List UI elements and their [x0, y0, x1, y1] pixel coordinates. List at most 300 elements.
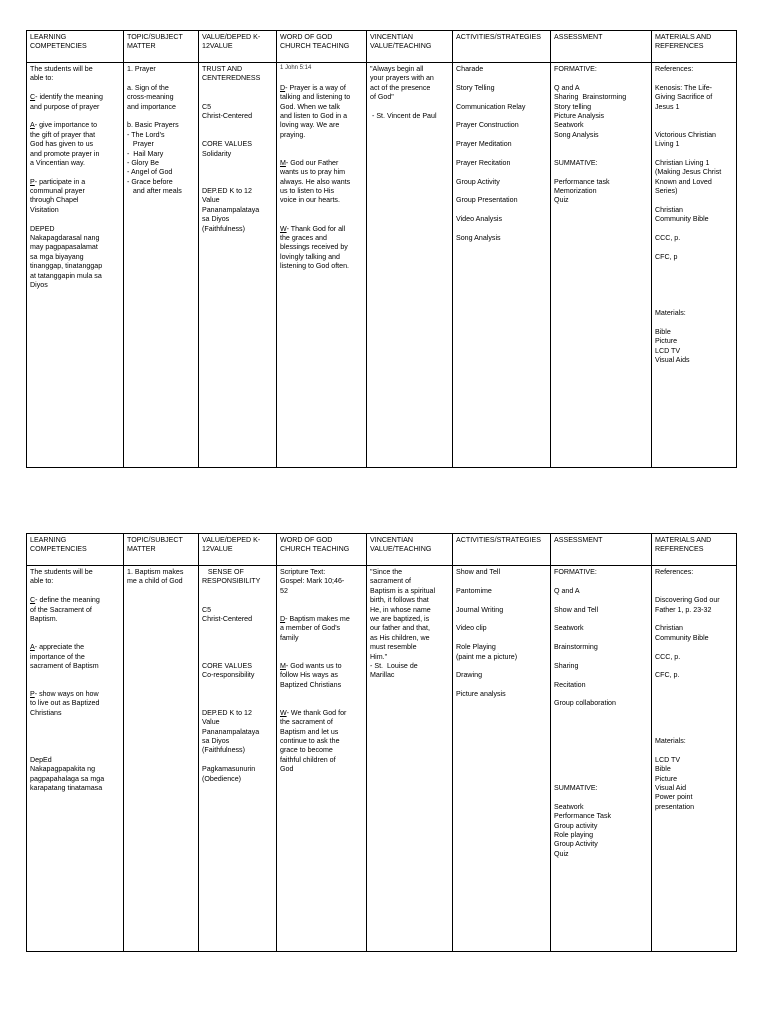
cell-line [202, 728, 273, 737]
line-text: (Obedience) [202, 774, 242, 783]
cell-line [127, 131, 195, 140]
line-text: Recitation [554, 680, 586, 689]
cell-line [554, 84, 648, 93]
cell-line [655, 784, 733, 793]
line-text: CFC, p. [655, 671, 680, 680]
cell-line [370, 653, 449, 662]
line-text: Materials: [655, 737, 686, 746]
header-value: VALUE/DEPED K-12VALUE [199, 31, 277, 63]
line-text: sa Diyos [202, 737, 230, 746]
line-text: able to: [30, 577, 54, 586]
line-text: to live out as Baptized [30, 699, 100, 708]
cell-line [202, 643, 273, 652]
cell-line [30, 206, 120, 215]
cell-line [30, 84, 120, 93]
cell-line [655, 624, 733, 633]
line-text: Diyos [30, 280, 48, 289]
cell-line [30, 634, 120, 643]
line-text: Baptized Christians [280, 680, 342, 689]
line-text: Memorization [554, 187, 597, 196]
line-text: we are baptized, is [370, 614, 430, 623]
line-text: Value [202, 718, 220, 727]
cell-line [202, 178, 273, 187]
line-text: Picture [655, 337, 678, 346]
cell-line [30, 728, 120, 737]
cell-line [655, 662, 733, 671]
cell-line [30, 681, 120, 690]
cell-line [127, 168, 195, 177]
line-text: Pananampalataya [202, 727, 260, 736]
cell-line [202, 206, 273, 215]
cell-word-of-god [277, 63, 367, 468]
cell-line [127, 65, 195, 74]
cell-line [280, 681, 363, 690]
cell-line [655, 671, 733, 680]
line-text: Song Analysis [554, 130, 599, 139]
line-text: God has given to us [30, 140, 94, 149]
cell-line [554, 822, 648, 831]
line-text: and listen to God in a [280, 111, 348, 120]
cell-line [554, 103, 648, 112]
cell-line [554, 93, 648, 102]
cell-line [554, 690, 648, 699]
domain-key-letter: D [280, 83, 286, 92]
cell-line [280, 746, 363, 755]
line-text: lovingly talking and [280, 252, 340, 261]
line-text: - give importance to [34, 121, 98, 130]
cell-line [554, 737, 648, 746]
cell-line [655, 568, 733, 577]
cell-line [554, 74, 648, 83]
cell-line [456, 606, 547, 615]
cell-line [456, 121, 547, 130]
cell-line [30, 253, 120, 262]
line-text: Show and Tell [554, 605, 599, 614]
cell-line [280, 262, 363, 271]
cell-line [280, 596, 363, 605]
line-text: - Thank God for all [286, 224, 346, 233]
cell-line [655, 300, 733, 309]
line-text: Picture [655, 774, 678, 783]
cell-line [554, 775, 648, 784]
cell-materials [652, 566, 737, 952]
cell-line [202, 718, 273, 727]
cell-line [655, 93, 733, 102]
domain-key-letter: P [30, 690, 35, 699]
line-text: Quiz [554, 849, 569, 858]
line-text: wants us to pray him [280, 168, 346, 177]
cell-line [456, 131, 547, 140]
line-text: Visual Aid [655, 783, 687, 792]
line-text: family [280, 633, 299, 642]
header-word-of-god: WORD OF GOD CHURCH TEACHING [277, 534, 367, 566]
cell-line [202, 74, 273, 83]
line-text: Nakapagdarasal nang [30, 234, 100, 243]
line-text: - God our Father [285, 158, 339, 167]
line-text: of the Sacrament of [30, 605, 92, 614]
cell-line [280, 756, 363, 765]
line-text: and after meals [127, 187, 182, 196]
cell-line [370, 615, 449, 624]
cell-line [554, 140, 648, 149]
cell-line [202, 587, 273, 596]
domain-key-letter: M [280, 661, 286, 670]
line-text: Gospel: Mark 10;46- [280, 577, 345, 586]
cell-materials [652, 63, 737, 468]
cell-line [655, 596, 733, 605]
cell-line [202, 84, 273, 93]
line-text: TRUST AND [202, 65, 243, 73]
cell-assessment [551, 63, 652, 468]
cell-line [370, 587, 449, 596]
line-text: (Faithfulness) [202, 224, 245, 233]
cell-line [554, 187, 648, 196]
cell-line [655, 775, 733, 784]
line-text: - Baptism makes me [285, 614, 350, 623]
cell-line [655, 793, 733, 802]
line-text: Series) [655, 187, 678, 196]
cell-line [202, 121, 273, 130]
cell-line [202, 577, 273, 586]
cell-line [554, 196, 648, 205]
cell-line [280, 178, 363, 187]
header-assessment: ASSESSMENT [551, 31, 652, 63]
line-text: importance of the [30, 652, 85, 661]
line-text: Seatwork [554, 802, 584, 811]
line-text: 52 [280, 586, 288, 595]
header-vincentian: VINCENTIAN VALUE/TEACHING [367, 534, 453, 566]
line-text: Kenosis: The Life- [655, 83, 713, 92]
cell-line [655, 234, 733, 243]
line-text: as His children, we [370, 633, 430, 642]
line-text: a member of God's [280, 624, 341, 633]
cell-line [30, 699, 120, 708]
cell-line [456, 103, 547, 112]
cell-line [655, 737, 733, 746]
line-text: the sacrament of [280, 718, 333, 727]
cell-line [202, 606, 273, 615]
cell-line [202, 568, 273, 577]
cell-line [655, 243, 733, 252]
cell-line [655, 103, 733, 112]
cell-line [280, 206, 363, 215]
line-text: Prayer Recitation [456, 158, 511, 167]
line-text: Sharing [554, 661, 579, 670]
cell-line [554, 812, 648, 821]
line-text: "Always begin all [370, 65, 424, 73]
cell-line [30, 168, 120, 177]
line-text: faithful children of [280, 755, 336, 764]
line-text: Living 1 [655, 140, 680, 149]
line-text: sacrament of Baptism [30, 661, 99, 670]
line-text: Video clip [456, 624, 487, 633]
line-text: communal prayer [30, 187, 85, 196]
line-text: LCD TV [655, 755, 681, 764]
line-text: The students will be [30, 65, 93, 73]
domain-key-letter: C [30, 596, 36, 605]
line-text: listening to God often. [280, 262, 350, 271]
cell-line [456, 634, 547, 643]
cell-line [554, 803, 648, 812]
cell-line [655, 347, 733, 356]
line-text: Sharing Brainstorming [554, 93, 627, 102]
line-text: - participate in a [34, 177, 86, 186]
line-text: Role playing [554, 830, 594, 839]
line-text: (paint me a picture) [456, 652, 518, 661]
line-text: sacrament of [370, 577, 412, 586]
cell-line [30, 624, 120, 633]
cell-line [30, 150, 120, 159]
line-text: Drawing [456, 671, 483, 680]
cell-line [127, 187, 195, 196]
cell-line [370, 624, 449, 633]
cell-line [202, 756, 273, 765]
cell-line [554, 606, 648, 615]
cell-line [280, 168, 363, 177]
cell-line [655, 215, 733, 224]
cell-line [202, 140, 273, 149]
cell-line [655, 225, 733, 234]
cell-line [456, 643, 547, 652]
cell-line [202, 681, 273, 690]
header-materials: MATERIALS AND REFERENCES [652, 534, 737, 566]
cell-line [202, 112, 273, 121]
line-text: FORMATIVE: [554, 568, 597, 576]
line-text: through Chapel [30, 196, 79, 205]
line-text: Prayer Construction [456, 121, 519, 130]
line-text: FORMATIVE: [554, 65, 597, 73]
line-text: able to: [30, 74, 54, 83]
line-text: - St. Vincent de Paul [370, 111, 437, 120]
line-text: (Making Jesus Christ [655, 168, 722, 177]
domain-key-letter: W [280, 708, 287, 717]
cell-line [202, 131, 273, 140]
line-text: CCC, p. [655, 234, 681, 243]
cell-line [370, 662, 449, 671]
cell-activities [453, 63, 551, 468]
cell-line [655, 112, 733, 121]
cell-line [554, 662, 648, 671]
cell-line [127, 121, 195, 130]
cell-line [456, 206, 547, 215]
line-text: of God" [370, 93, 394, 102]
line-text: C5 [202, 102, 212, 111]
line-text: Brainstorming [554, 643, 598, 652]
cell-line [30, 65, 120, 74]
cell-line [280, 243, 363, 252]
cell-line [655, 681, 733, 690]
cell-line [554, 159, 648, 168]
cell-line [554, 756, 648, 765]
cell-line [280, 718, 363, 727]
cell-line [280, 150, 363, 159]
table-header-row [27, 534, 737, 566]
cell-line [655, 606, 733, 615]
line-text: act of the presence [370, 83, 431, 92]
cell-line [30, 690, 120, 699]
line-text: - God wants us to [285, 661, 342, 670]
cell-line [456, 671, 547, 680]
cell-line [30, 112, 120, 121]
cell-line [655, 272, 733, 281]
cell-learning-competencies [27, 63, 124, 468]
line-text: praying. [280, 130, 306, 139]
table-header-row [27, 31, 737, 63]
line-text: your prayers with an [370, 74, 434, 83]
cell-vincentian [367, 63, 453, 468]
line-text: Prayer Meditation [456, 140, 512, 149]
cell-line [127, 577, 195, 586]
cell-line [655, 634, 733, 643]
cell-line [655, 653, 733, 662]
line-text: Christ-Centered [202, 614, 253, 623]
cell-line [280, 140, 363, 149]
cell-line [655, 709, 733, 718]
header-topic: TOPIC/SUBJECT MATTER [124, 31, 199, 63]
cell-line [554, 568, 648, 577]
cell-line [30, 746, 120, 755]
line-text: Baptism is a spiritual [370, 586, 436, 595]
line-text: Q and A [554, 586, 580, 595]
cell-line [370, 112, 449, 121]
line-text: Group Activity [456, 177, 500, 186]
cell-line [655, 131, 733, 140]
line-text: a. Sign of the [127, 83, 169, 92]
cell-assessment [551, 566, 652, 952]
cell-line [30, 784, 120, 793]
line-text: 1 John 5:14 [280, 65, 312, 71]
cell-line [127, 140, 195, 149]
cell-line [30, 568, 120, 577]
cell-line [655, 577, 733, 586]
line-text: Marillac [370, 671, 395, 680]
cell-line [655, 756, 733, 765]
cell-line [202, 671, 273, 680]
cell-line [280, 690, 363, 699]
cell-line [280, 159, 363, 168]
cell-line [655, 262, 733, 271]
header-activities: ACTIVITIES/STRATEGIES [453, 31, 551, 63]
cell-line [30, 653, 120, 662]
domain-key-letter: W [280, 224, 287, 233]
line-text: Group Presentation [456, 196, 518, 205]
line-text: Seatwork [554, 624, 584, 633]
cell-line [554, 681, 648, 690]
line-text: presentation [655, 802, 695, 811]
line-text: C5 [202, 605, 212, 614]
line-text: Discovering God our [655, 596, 720, 605]
cell-line [202, 765, 273, 774]
line-text: Scripture Text: [280, 568, 326, 576]
header-learning-competencies: LEARNING COMPETENCIES [27, 534, 124, 566]
line-text: Performance Task [554, 812, 612, 821]
cell-line [456, 178, 547, 187]
cell-line [655, 65, 733, 74]
line-text: He, in whose name [370, 605, 431, 614]
cell-line [456, 577, 547, 586]
cell-line [655, 281, 733, 290]
line-text: grace to become [280, 746, 333, 755]
cell-line [127, 568, 195, 577]
line-text: sa Diyos [202, 215, 230, 224]
cell-line [554, 112, 648, 121]
line-text: Song Analysis [456, 234, 501, 243]
cell-line [280, 568, 363, 577]
cell-line [655, 615, 733, 624]
line-text: Victorious Christian [655, 130, 716, 139]
cell-line [456, 112, 547, 121]
cell-line [280, 653, 363, 662]
cell-line [554, 168, 648, 177]
line-text: DEPED [30, 224, 55, 233]
cell-line [30, 775, 120, 784]
line-text: Christ-Centered [202, 111, 253, 120]
cell-line [370, 84, 449, 93]
header-learning-competencies: LEARNING COMPETENCIES [27, 31, 124, 63]
cell-line [370, 606, 449, 615]
cell-line [456, 596, 547, 605]
header-topic: TOPIC/SUBJECT MATTER [124, 534, 199, 566]
cell-line [280, 234, 363, 243]
line-text: 1. Baptism makes [127, 568, 184, 576]
cell-line [30, 215, 120, 224]
cell-line [554, 577, 648, 586]
cell-line [370, 577, 449, 586]
cell-line [202, 196, 273, 205]
cell-line [202, 187, 273, 196]
cell-line [456, 74, 547, 83]
line-text: God. When we talk [280, 102, 340, 111]
cell-line [280, 112, 363, 121]
cell-line [655, 328, 733, 337]
cell-line [127, 159, 195, 168]
cell-line [127, 112, 195, 121]
line-text: Prayer [127, 140, 154, 149]
domain-key-letter: C [30, 93, 36, 102]
line-text: Jesus 1 [655, 102, 680, 111]
cell-line [554, 784, 648, 793]
cell-line [456, 615, 547, 624]
cell-line [202, 775, 273, 784]
line-text: our father and that, [370, 624, 430, 633]
cell-line [456, 140, 547, 149]
line-text: DEP.ED K to 12 [202, 708, 252, 717]
line-text: DEP.ED K to 12 [202, 187, 252, 196]
cell-line [280, 615, 363, 624]
cell-line [554, 793, 648, 802]
cell-line [280, 606, 363, 615]
cell-line [202, 215, 273, 224]
header-value: VALUE/DEPED K-12VALUE [199, 534, 277, 566]
cell-line [554, 718, 648, 727]
line-text: SUMMATIVE: [554, 158, 598, 167]
line-text: - Prayer is a way of [285, 83, 346, 92]
line-text: Giving Sacrifice of [655, 93, 713, 102]
line-text: Him." [370, 652, 388, 661]
cell-line [370, 65, 449, 74]
cell-line [30, 756, 120, 765]
line-text: me a child of God [127, 577, 183, 586]
cell-line [30, 93, 120, 102]
line-text: God [280, 765, 294, 774]
cell-line [655, 587, 733, 596]
line-text: Group activity [554, 821, 598, 830]
cell-line [554, 131, 648, 140]
cell-line [30, 196, 120, 205]
domain-key-letter: M [280, 158, 286, 167]
cell-line [655, 309, 733, 318]
line-text: RESPONSIBILITY [202, 577, 261, 586]
